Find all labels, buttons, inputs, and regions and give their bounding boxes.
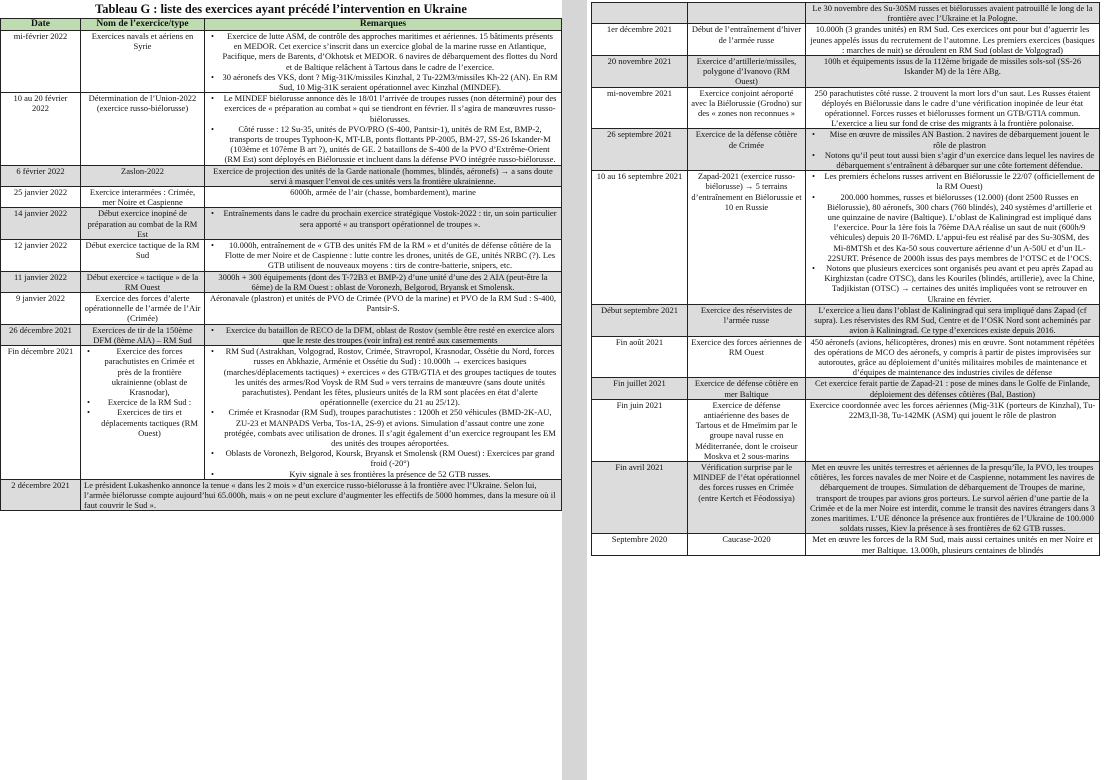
row-remarks: Le président Lukashenko annonce la tenue « dans les 2 mois » d’un exercice russo-biélorusse à la frontière avec l’Ukraine. Selon lui, l’armée biélorusse compte aujourd’hui 65.000h, mais « on ne peut exclure d’augmenter les effectifs de 5000 hommes, dans la mesure où il faut couvrir le Sud ». [81, 479, 562, 511]
table-row [592, 56, 1100, 88]
exercises-table-right [591, 2, 1100, 556]
table-row [592, 24, 1100, 56]
table-row [1, 208, 562, 240]
row-name: Exercice de défense antiaérienne des bases de Tartous et de Hmeïmim par le groupe naval russe en Méditerranée, dont le croiseur Moskva et 2 sous-marins [688, 399, 806, 461]
table-row [1, 271, 562, 292]
row-remarks: 250 parachutistes côté russe. 2 trouvent la mort lors d’un saut. Les Russes étaient déployés en Biélorussie dans le cadre d’une vérification inopinée de leur état opérationnel. Forces russes et biélorusses forment un GTB/GTIA commun. L’exercice a lieu sur fond de crise des migrants à la frontière polonaise. [806, 87, 1100, 129]
table-row [1, 240, 562, 272]
row-date: 20 novembre 2021 [592, 56, 688, 88]
row-name: Exercice interarmées : Crimée, mer Noire et Caspienne [81, 187, 205, 208]
remark-bullet: • Kyiv signale à ses frontières la présence de 52 GTB russes. [222, 469, 558, 479]
row-date: 14 janvier 2022 [1, 208, 81, 240]
table-row [1, 187, 562, 208]
remark-bullet: • Oblasts de Voronezh, Belgorod, Koursk, Bryansk et Smolensk (RM Ouest) : Exercices par grand froid (-20°) [222, 448, 558, 468]
remark-bullet: • 10.000h, entraînement de « GTB des unités FM de la RM » et d’unités de défense côtière de la Flotte de mer Noire et de Caspienne : lutte contre les drones, unités de GE, unités NRBC (?). Les GTB utilisent de nouveaux moyens : tirs de contre-batterie, snipers, etc. [222, 240, 558, 271]
bullet-list [208, 240, 558, 271]
row-name: Exercice des forces aériennes de RM Ouest [688, 336, 806, 378]
row-date: 26 décembre 2021 [1, 324, 81, 345]
row-remarks: L’exercice a lieu dans l’oblast de Kaliningrad qui sera impliqué dans Zapad (cf supra). Les réservistes des RM Sud, Centre et de l’OSK Nord sont acheminés par avion à Kaliningrad. Ce type d’exercices existe depuis 2016. [806, 304, 1100, 336]
row-remarks: 10.000h (3 grandes unités) en RM Sud. Ces exercices ont pour but d’aguerrir les jeunes appelés issus du recrutement de l’automne. Les premiers exercices (basiques : marches de nuit) se déroulent en RM Sud (oblast de Volgograd) [806, 24, 1100, 56]
table-row [592, 304, 1100, 336]
row-remarks: Le 30 novembre des Su-30SM russes et biélorusses avaient patrouillé le long de la frontière avec l’Ukraine et la Pologne. [806, 3, 1100, 24]
bullet-list [208, 31, 558, 92]
row-remarks [205, 93, 562, 165]
row-remarks [205, 208, 562, 240]
row-date: 10 au 20 février 2022 [1, 93, 81, 165]
bullet-list [809, 171, 1096, 304]
row-name: Vérification surprise par le MINDEF de l’état opérationnel des forces russes en Crimée (entre Kertch et Féodossiya) [688, 461, 806, 533]
remark-bullet: • Exercice du bataillon de RECO de la DFM, oblast de Rostov (semble être resté en exercice alors que le reste des troupes (voir infra) est rentré aux casernements [222, 325, 558, 345]
name-bullet: • Exercice des forces parachutistes en Crimée et près de la frontière ukrainienne (oblast de Krasnodar), [98, 346, 201, 397]
remark-bullet: • Notons qu’il peut tout aussi bien s’agir d’un exercice dans lequel les navires de débarquement s’entraînent à débarquer sur une côte fortement défendue. [823, 150, 1096, 170]
row-remarks: 3000h + 300 équipements (dont des T-72B3 et BMP-2) d’une unité d’une des 2 AIA (peut-être la 6ème) de la RM Ouest : oblast de Voronezh, Belgorod, Bryansk et Smolensk. [205, 271, 562, 292]
row-date: Fin août 2021 [592, 336, 688, 378]
bullet-list [809, 129, 1096, 170]
bullet-list [208, 346, 558, 479]
table-row [1, 93, 562, 165]
row-name: Début exercice « tactique » de la RM Ouest [81, 271, 205, 292]
table-header-row [1, 19, 562, 31]
row-date: 25 janvier 2022 [1, 187, 81, 208]
row-remarks [205, 324, 562, 345]
table-row [592, 461, 1100, 533]
row-date: 11 janvier 2022 [1, 271, 81, 292]
row-name: Exercice d’artillerie/missiles, polygone d’Ivanovo (RM Ouest) [688, 56, 806, 88]
row-date: Septembre 2020 [592, 534, 688, 555]
row-remarks [806, 171, 1100, 305]
name-bullet: • Exercice de la RM Sud : [98, 397, 201, 407]
table-row [1, 165, 562, 186]
row-name: Exercices navals et aériens en Syrie [81, 31, 205, 93]
bullet-list [208, 93, 558, 164]
row-remarks: 6000h, armée de l’air (chasse, bombardement), marine [205, 187, 562, 208]
table-row [1, 324, 562, 345]
row-date: mi-février 2022 [1, 31, 81, 93]
row-date: Fin décembre 2021 [1, 346, 81, 480]
remark-bullet: • Les premiers échelons russes arrivent en Biélorussie le 22/07 (officiellement de la RM Ouest) [823, 171, 1096, 191]
row-name: Détermination de l’Union-2022 (exercice russo-biélorusse) [81, 93, 205, 165]
remark-bullet: • Le MINDEF biélorusse annonce dès le 18/01 l’arrivée de troupes russes (non déterminé) pour des exercices de « préparation au combat » qui se tiendront en février. Il s’agira de manœuvres russo-biélorusses. [222, 93, 558, 124]
row-name: Caucase-2020 [688, 534, 806, 555]
row-remarks [205, 240, 562, 272]
remark-bullet: • Mise en œuvre de missiles AN Bastion. 2 navires de débarquement jouent le rôle de plastron [823, 129, 1096, 149]
bullet-list [208, 325, 558, 345]
row-date: Début septembre 2021 [592, 304, 688, 336]
row-name: Exercice de défense côtière en mer Baltique [688, 378, 806, 399]
table-row [592, 534, 1100, 555]
remark-bullet: • Crimée et Krasnodar (RM Sud), troupes parachutistes : 1200h et 250 véhicules (BMD-2K-AU, ZU-23 et MANPADS Verba, Tos-1A, 2S-9) et avions. Simulation d’assaut contre une zone protégée, combats avec utilisation de drones. Il s’agit également d’un exercice regroupant les EM des unités des troupes aéroportées. [222, 407, 558, 448]
table-row [592, 3, 1100, 24]
row-remarks: Met en œuvre les forces de la RM Sud, mais aussi certaines unités en mer Noire et mer Baltique. 13.000h, plusieurs centaines de blindés [806, 534, 1100, 555]
row-date: 26 septembre 2021 [592, 129, 688, 171]
row-date: 2 décembre 2021 [1, 479, 81, 511]
row-name [688, 3, 806, 24]
remark-bullet: • RM Sud (Astrakhan, Volgograd, Rostov, Crimée, Stravropol, Krasnodar, Ossétie du Nord, forces russes en Abkhazie, Arménie et Ossétie du Sud) : 10.000h → exercices basiques (marches/déplacements tactiques) + exercices « des GTB/GTIA et des groupes tactiques de toutes les unités des armes/Rod Voysk de RM Sud » vers terrains de manœuvre (sans doute unités parachutistes). Pendant les fêtes, plusieurs unités de la RM sont placées en état d’alerte opérationnelle (exercice du 21 au 25/12). [222, 346, 558, 407]
remark-bullet: • Côté russe : 12 Su-35, unités de PVO/PRO (S-400, Pantsir-1), unités de RM Est, BMP-2, transports de troupes Typhoon-K, MT-LB, ponts flottants PP-2005, BM-27, SS-26 Iskander-M (103ème et 107ème B art ?), unités de GE. 2 bataillons de S-400 de la PVO d’Extrême-Orient (RM Est) sont déployés en Biélorussie et incluent dans la défense PVO intégrée russo-biélorusse. [222, 124, 558, 165]
header-date: Date [1, 19, 81, 31]
table-row [592, 87, 1100, 129]
row-remarks: Exercice de projection des unités de la Garde nationale (hommes, blindés, aéronefs) → a sans doute servi à masquer l’envoi de ces unités vers la frontière ukrainienne. [205, 165, 562, 186]
remark-bullet: • Notons que plusieurs exercices sont organisés peu avant et peu après Zapad au Kirghizstan (cadre OTSC), dans les Kouriles (blindés, artillerie), avec la Chine, Tadjikistan (OTSC) → certaines des unités impliquées vont se retrouver en Ukraine en février. [823, 263, 1096, 304]
table-row [1, 293, 562, 325]
remark-bullet: • 200.000 hommes, russes et biélorusses (12.000) (dont 2500 Russes en Biélorussie), 80 aéronefs, 300 chars (760 blindés), 240 systèmes d’artillerie et une quinzaine de navire (Baltique). L’oblast de Kaliningrad est impliqué dans l’exercice. Pour la 1ère fois la 76ème DAA réalise un saut de nuit (600h/9 véhicules) depuis 20 Il-76MD. L’appui-feu est réalisé par des Su-30SM, des Mi-8MTSh et des Ka-50 sous couverture aérienne d’un A-50U et d’un IL-22SURT. Présence de 2000h issus des pays membres de l’OTSC et de l’OCS. [823, 192, 1096, 263]
row-name: Début exercice tactique de la RM Sud [81, 240, 205, 272]
row-date: mi-novembre 2021 [592, 87, 688, 129]
row-name: Zaslon-2022 [81, 165, 205, 186]
table-row [592, 336, 1100, 378]
row-remarks: 450 aéronefs (avions, hélicoptères, drones) mis en œuvre. Sont notamment répétées des opérations de MCO des aéronefs, y compris à partir de pistes improvisées sur autoroutes, grâce au déploiement d’unités militaires mobiles de maintenance et d’équipes de maintenance des industries civiles de défense [806, 336, 1100, 378]
row-remarks: Cet exercice ferait partie de Zapad-21 : pose de mines dans le Golfe de Finlande, déploiement des défenses côtières (Bal, Bastion) [806, 378, 1100, 399]
remark-bullet: • 30 aéronefs des VKS, dont ? Mig-31K/missiles Kinzhal, 2 Tu-22M3/missiles Kh-22 (AN). En RM Sud, 10 Mig-31K seraient opérationnel avec Kinzhal (MINDEF). [222, 72, 558, 92]
row-name: Zapad-2021 (exercice russo-biélorusse) → 5 terrains d’entraînement en Biélorussie et 10 en Russie [688, 171, 806, 305]
table-row [1, 346, 562, 480]
table-row [592, 171, 1100, 305]
row-date: 6 février 2022 [1, 165, 81, 186]
row-date: 1er décembre 2021 [592, 24, 688, 56]
remark-bullet: • Exercice de lutte ASM, de contrôle des approches maritimes et aériennes. 15 bâtiments présents en MEDOR. Cet exercice s’inscrit dans un exercice global de la marine russe en Atlantique, Pacifique, mers de Barents, d’Okhotsk et MEDOR. 6 navires de débarquement des flottes du Nord et de Baltique relâchent à Tartous dans le cadre de l’exercice. [222, 31, 558, 72]
remark-bullet: • Entraînements dans le cadre du prochain exercice stratégique Vostok-2022 : tir, un soin particulier sera apporté « au transport opérationnel de troupes ». [222, 208, 558, 228]
row-name: Début de l’entraînement d’hiver de l’armée russe [688, 24, 806, 56]
row-name [81, 346, 205, 480]
row-remarks [205, 31, 562, 93]
row-date: 12 janvier 2022 [1, 240, 81, 272]
row-date: 10 au 16 septembre 2021 [592, 171, 688, 305]
table-row [592, 129, 1100, 171]
table-row [592, 399, 1100, 461]
row-date: Fin juin 2021 [592, 399, 688, 461]
row-date: Fin juillet 2021 [592, 378, 688, 399]
row-date [592, 3, 688, 24]
name-bullet: • Exercices de tirs et déplacements tactiques (RM Ouest) [98, 407, 201, 438]
row-remarks [205, 346, 562, 480]
row-remarks: 100h et équipements issus de la 112ème brigade de missiles sols-sol (SS-26 Iskander M) de la 1ère ABg. [806, 56, 1100, 88]
table-row [592, 378, 1100, 399]
table-row [1, 479, 562, 511]
row-remarks: Exercice coordonnée avec les forces aériennes (Mig-31K (porteurs de Kinzhal), Tu-22M3,Il-38, Tu-142MK (ASM) qui jouent le rôle de plastron [806, 399, 1100, 461]
row-name: Exercice de la défense côtière de Crimée [688, 129, 806, 171]
bullet-list [208, 208, 558, 228]
exercises-table-left [0, 18, 562, 511]
row-name: Exercice des réservistes de l’armée russe [688, 304, 806, 336]
row-remarks: Met en œuvre les unités terrestres et aériennes de la presqu’île, la PVO, les troupes côtières, les forces navales de mer Noire et de Caspienne, notamment les navires de débarquement de troupes. Simulation de débarquement de Troupes de marine, transport de troupes par avions gros porteurs. Le survol aérien d’une partie de la Crimée et de la mer Noire est interdit, comme le transit des navires étrangers dans 3 zones maritimes. L’UE dénonce la présence aux frontières de l’Ukraine de 100.000 soldats russes, Kiev la présence à ses frontières de 62 GTB russes. [806, 461, 1100, 533]
row-remarks [806, 129, 1100, 171]
row-name: Début exercice inopiné de préparation au combat de la RM Est [81, 208, 205, 240]
page-gutter [562, 0, 587, 780]
row-name: Exercice des forces d’alerte opérationnelle de l’armée de l’Air (Crimée) [81, 293, 205, 325]
row-remarks: Aéronavale (plastron) et unités de PVO de Crimée (PVO de la marine) et PVO de la RM Sud : S-400, Pantsir-S. [205, 293, 562, 325]
row-date: Fin avril 2021 [592, 461, 688, 533]
row-name: Exercice conjoint aéroporté avec la Biélorussie (Grodno) sur des « zones non reconnues » [688, 87, 806, 129]
bullet-list [84, 346, 201, 438]
row-date: 9 janvier 2022 [1, 293, 81, 325]
row-name: Exercices de tir de la 150ème DFM (8ème AIA) – RM Sud [81, 324, 205, 345]
header-remarks: Remarques [205, 19, 562, 31]
page-right [587, 0, 1104, 780]
table-row [1, 31, 562, 93]
header-name: Nom de l’exercice/type [81, 19, 205, 31]
table-title: Tableau G : liste des exercices ayant précédé l’intervention en Ukraine [95, 2, 467, 16]
